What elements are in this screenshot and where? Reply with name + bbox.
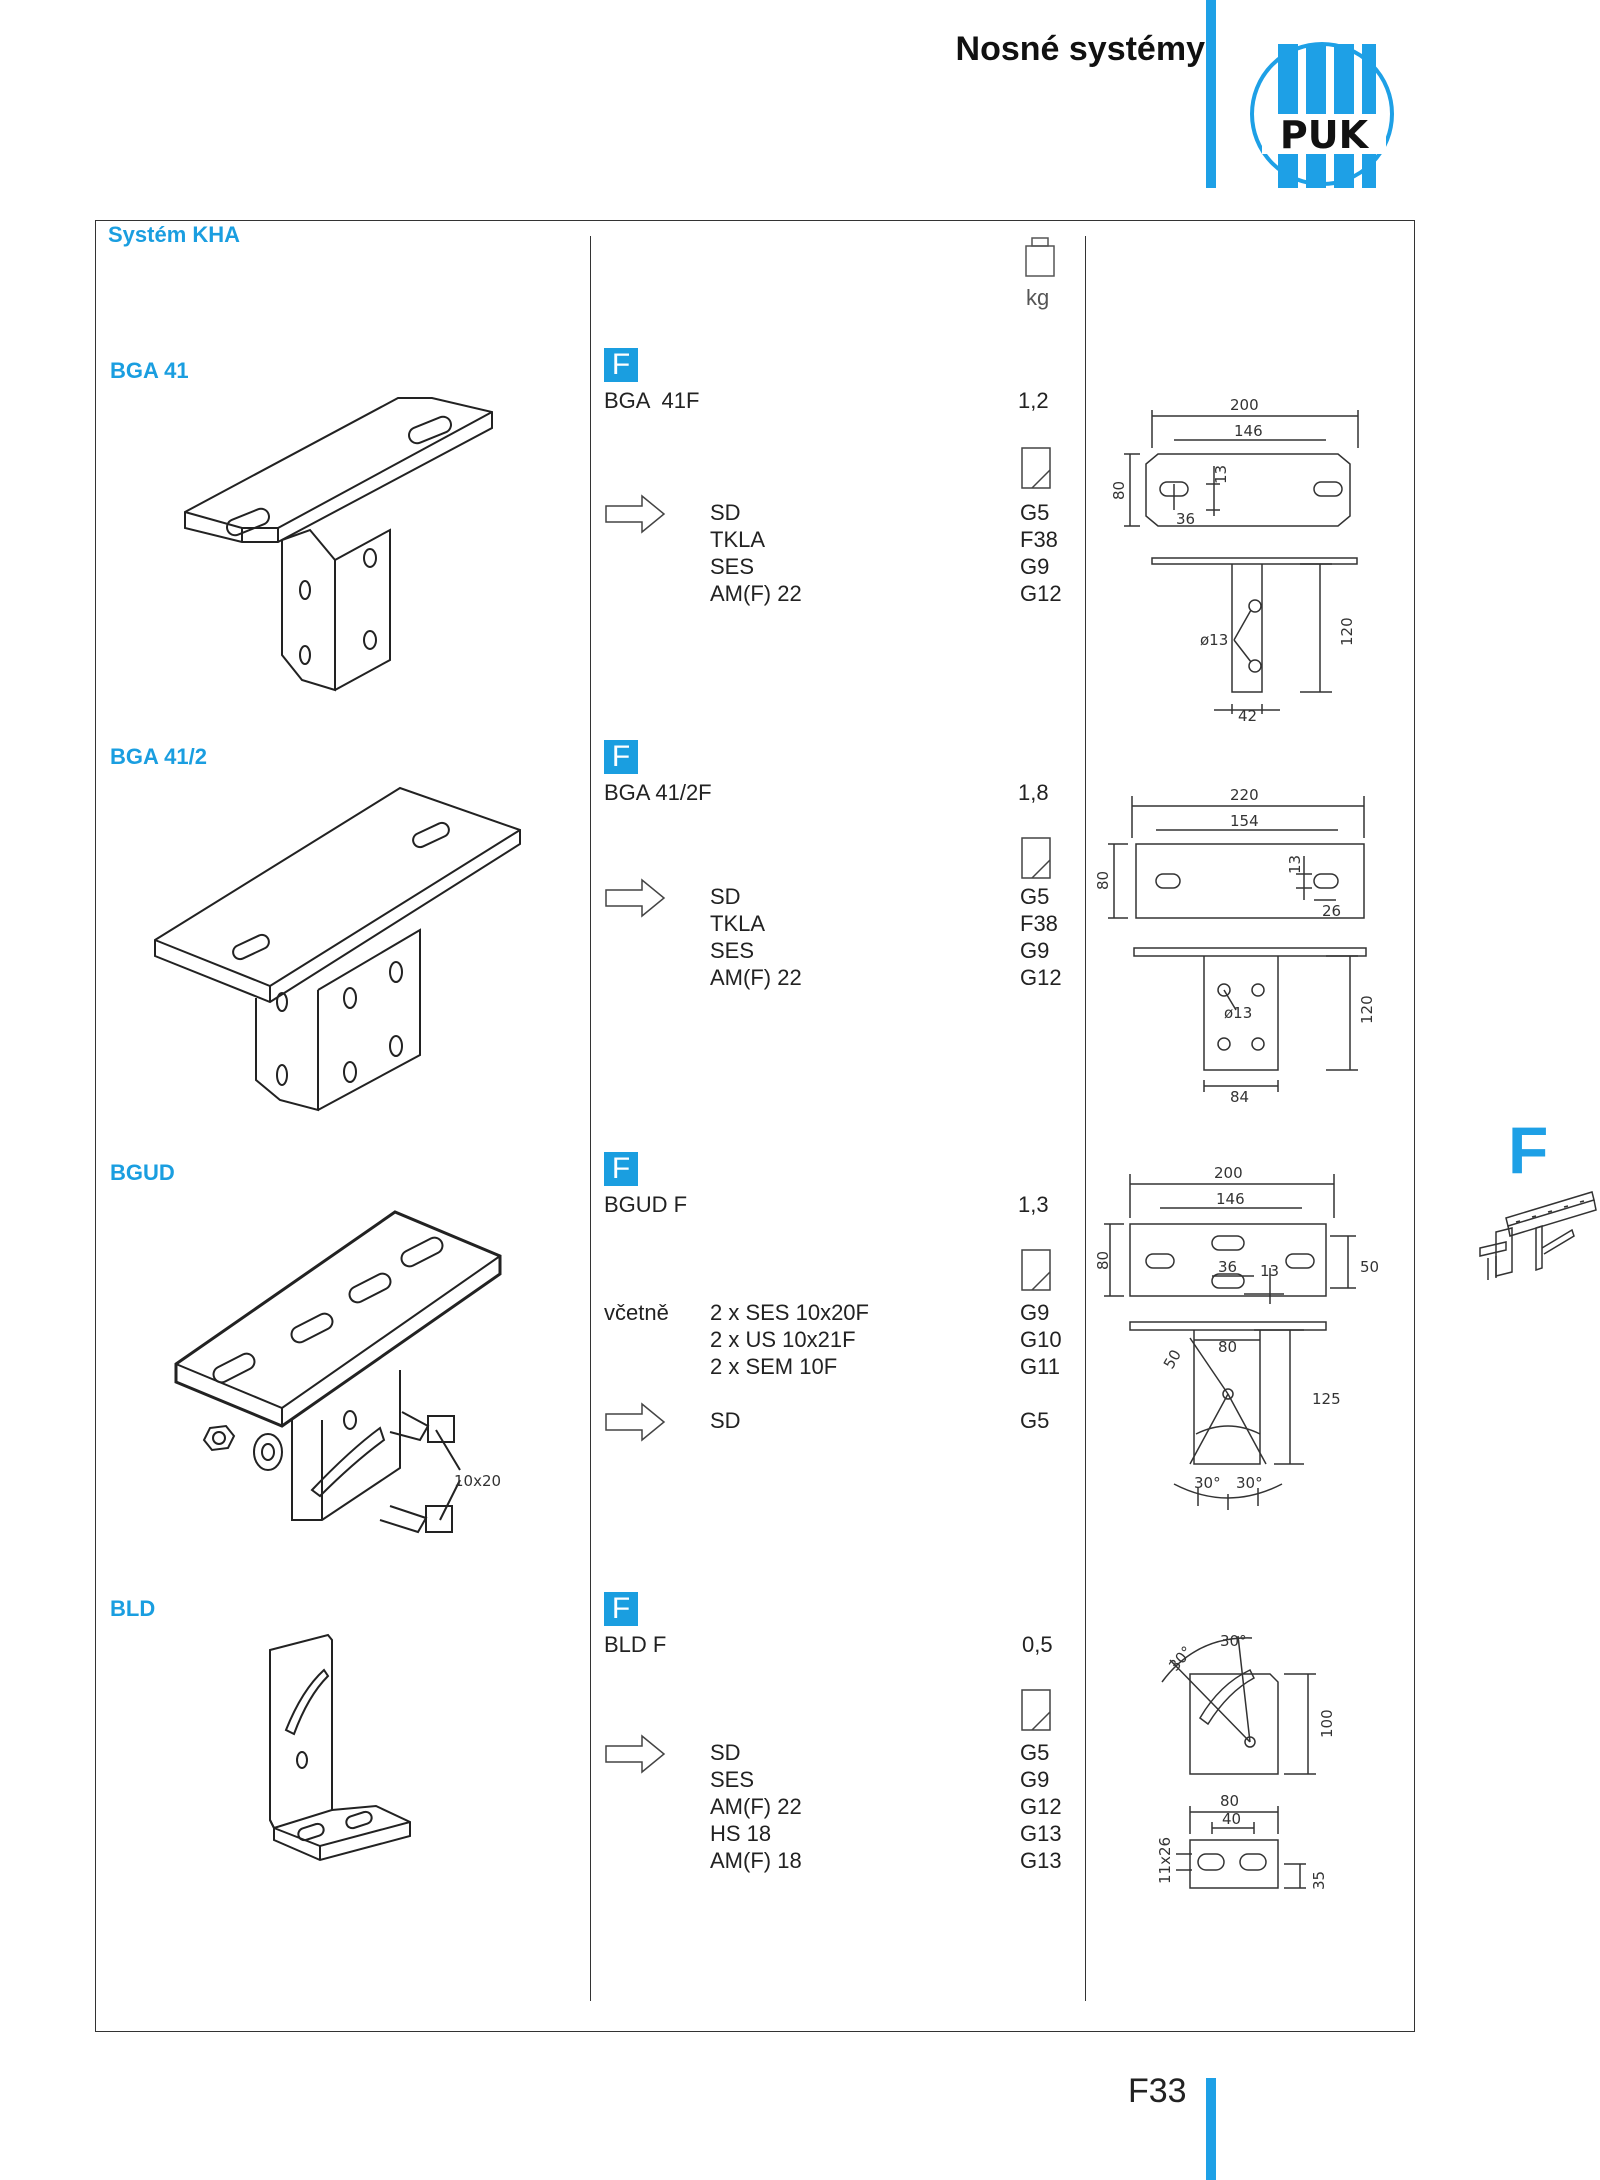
weight-icon (1022, 236, 1058, 278)
accessory-ref: G12 (1020, 965, 1062, 990)
included-item-ref: G10 (1020, 1327, 1062, 1352)
dim-label: 120 (1358, 995, 1376, 1024)
included-item-ref: G9 (1020, 1300, 1050, 1325)
footer-accent-bar (1206, 2078, 1216, 2180)
product-name: BGUD (110, 1160, 175, 1185)
accessory-name: SD (710, 884, 741, 909)
product-name: BGA 41/2 (110, 744, 208, 769)
header-accent-bar (1206, 0, 1216, 188)
arrow-icon (604, 876, 666, 920)
product-weight: 0,5 (1022, 1632, 1053, 1657)
dim-label: 36 (1218, 1258, 1238, 1276)
dim-label: 13 (1286, 854, 1304, 874)
accessory-name: HS 18 (710, 1821, 772, 1846)
dim-label: 125 (1312, 1390, 1341, 1408)
dim-label: 30° (1236, 1474, 1263, 1492)
includes-label: včetně (604, 1300, 669, 1325)
bga41-2-technical-drawing (1096, 786, 1386, 1116)
accessory-name: SES (710, 938, 755, 963)
included-item-name: 2 x US 10x21F (710, 1327, 856, 1352)
accessory-name: TKLA (710, 527, 766, 552)
accessory-name: SES (710, 554, 755, 579)
accessory-ref: G9 (1020, 1767, 1050, 1792)
dim-label: 30° (1165, 1642, 1197, 1675)
bga41-2-illustration (150, 780, 530, 1120)
catalog-page-icon (1020, 1248, 1052, 1292)
dim-label: 80 (1218, 1338, 1238, 1356)
catalog-page-icon (1020, 446, 1052, 490)
product-weight: 1,8 (1018, 780, 1049, 805)
bld-technical-drawing (1140, 1622, 1360, 1922)
dim-label: 42 (1238, 707, 1258, 725)
dim-label: 30° (1194, 1474, 1221, 1492)
accessory-ref: G9 (1020, 938, 1050, 963)
dim-label: ø13 (1200, 631, 1229, 649)
product-code: BGUD F (604, 1192, 688, 1217)
accessory-ref: G5 (1020, 1408, 1050, 1433)
arrow-icon (604, 492, 666, 536)
bgud-technical-drawing (1094, 1164, 1386, 1514)
dim-label: 36 (1176, 510, 1196, 528)
dim-label: 80 (1094, 870, 1112, 890)
dim-label: 11x26 (1156, 1836, 1174, 1884)
puk-logo (1248, 40, 1400, 188)
product-code: BGA 41F (604, 388, 700, 413)
dim-label: 13 (1212, 464, 1230, 484)
dim-label: 50 (1360, 1258, 1380, 1276)
bolt-size-label: 10x20 (454, 1472, 502, 1490)
product-name: BGA 41 (110, 358, 189, 383)
dim-label: 40 (1222, 1810, 1242, 1828)
accessory-ref: G12 (1020, 1794, 1062, 1819)
product-tag-f: F (604, 1152, 638, 1186)
accessory-ref: G5 (1020, 500, 1050, 525)
puk-logo-text: PUK (1279, 113, 1369, 157)
accessory-name: AM(F) 22 (710, 965, 802, 990)
arrow-icon (604, 1732, 666, 1776)
accessory-ref: G12 (1020, 581, 1062, 606)
included-item-ref: G11 (1020, 1354, 1060, 1379)
dim-label: 146 (1234, 422, 1263, 440)
accessory-ref: G13 (1020, 1821, 1062, 1846)
accessory-ref: G5 (1020, 1740, 1050, 1765)
dim-label: ø13 (1224, 1004, 1253, 1022)
dim-label: 200 (1214, 1164, 1243, 1182)
dim-label: 13 (1260, 1262, 1280, 1280)
page-number: F33 (1128, 2072, 1187, 2110)
dim-label: 220 (1230, 786, 1259, 804)
accessory-name: SES (710, 1767, 755, 1792)
dim-label: 80 (1110, 480, 1128, 500)
product-name: BLD (110, 1596, 156, 1621)
section-title: Systém KHA (108, 222, 241, 247)
dim-label: 26 (1322, 902, 1342, 920)
dim-label: 120 (1338, 617, 1356, 646)
included-item-name: 2 x SES 10x20F (710, 1300, 869, 1325)
arrow-icon (604, 1400, 666, 1444)
included-item-name: 2 x SEM 10F (710, 1354, 838, 1379)
dim-label: 146 (1216, 1190, 1245, 1208)
bga41-illustration (180, 390, 520, 710)
side-section-letter: F (1508, 1113, 1549, 1187)
dim-label: 50 (1159, 1346, 1186, 1372)
product-tag-f: F (604, 1592, 638, 1626)
product-tag-f: F (604, 348, 638, 382)
accessory-name: SD (710, 500, 741, 525)
column-divider-1 (590, 236, 591, 2001)
accessory-name: SD (710, 1740, 741, 1765)
page-title: Nosné systémy (955, 30, 1205, 68)
product-weight: 1,2 (1018, 388, 1049, 413)
dim-label: 200 (1230, 396, 1259, 414)
accessory-name: SD (710, 1408, 741, 1433)
accessory-ref: G9 (1020, 554, 1050, 579)
channel-system-icon (1476, 1188, 1596, 1284)
dim-label: 35 (1310, 1870, 1328, 1890)
accessory-ref: F38 (1020, 911, 1058, 936)
accessory-ref: F38 (1020, 527, 1058, 552)
accessory-name: AM(F) 18 (710, 1848, 802, 1873)
accessory-ref: G13 (1020, 1848, 1062, 1873)
weight-unit: kg (1026, 285, 1050, 310)
accessory-name: AM(F) 22 (710, 581, 802, 606)
bga41-technical-drawing (1110, 396, 1380, 726)
catalog-page-icon (1020, 1688, 1052, 1732)
accessory-name: TKLA (710, 911, 766, 936)
column-divider-2 (1085, 236, 1086, 2001)
product-weight: 1,3 (1018, 1192, 1049, 1217)
dim-label: 80 (1220, 1792, 1240, 1810)
dim-label: 80 (1094, 1250, 1112, 1270)
product-code: BGA 41/2F (604, 780, 712, 805)
bgud-illustration (170, 1200, 520, 1560)
accessory-name: AM(F) 22 (710, 1794, 802, 1819)
accessory-ref: G5 (1020, 884, 1050, 909)
dim-label: 100 (1318, 1709, 1336, 1738)
dim-label: 84 (1230, 1088, 1250, 1106)
product-code: BLD F (604, 1632, 667, 1657)
bld-illustration (250, 1630, 450, 1870)
dim-label: 30° (1220, 1632, 1247, 1650)
dim-label: 154 (1230, 812, 1259, 830)
catalog-page-icon (1020, 836, 1052, 880)
product-tag-f: F (604, 740, 638, 774)
